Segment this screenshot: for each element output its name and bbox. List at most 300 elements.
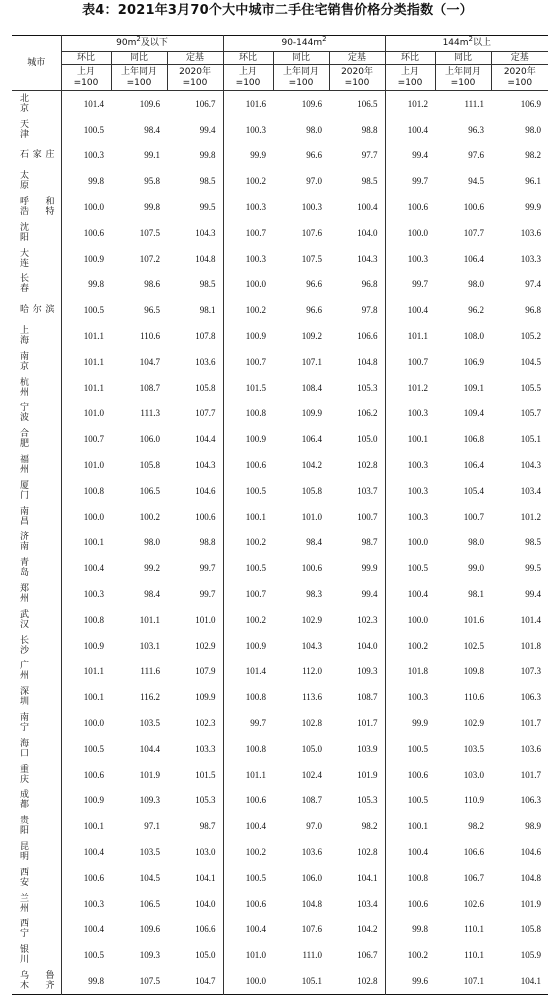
table-row [12,426,548,452]
index-value: 98.4 [144,589,160,600]
index-value: 100.4 [385,581,435,607]
index-value: 100.5 [61,942,111,968]
index-value: 98.3 [306,589,323,600]
index-value: 105.3 [357,795,378,806]
index-value: 106.7 [357,950,378,961]
index-value: 104.1 [520,975,542,986]
index-value: 100.7 [385,349,435,375]
city-name: 大 连 [12,246,61,272]
index-value: 109.3 [357,666,378,677]
fixed-base-header: 定基 [167,52,223,65]
index-value: 106.9 [520,98,542,109]
city-name: 北 京 [12,91,61,117]
table-header [12,36,548,91]
index-value: 102.8 [301,718,323,729]
index-value: 100.1 [61,813,111,839]
index-value: 100.4 [61,555,111,581]
index-value: 100.4 [385,839,435,865]
table-row [12,452,548,478]
index-value: 103.1 [139,640,160,651]
index-value: 97.7 [361,150,378,161]
index-value: 100.6 [463,202,485,213]
index-value: 100.4 [223,917,273,943]
index-value: 102.8 [357,975,378,986]
index-value: 100.8 [223,401,273,427]
index-value: 103.5 [139,718,160,729]
index-value: 101.8 [520,640,542,651]
base-last-month-header: 上月 =100 [385,65,435,91]
index-value: 96.6 [306,150,323,161]
index-value: 98.8 [361,124,378,135]
index-value: 100.5 [385,736,435,762]
index-value: 104.8 [301,898,323,909]
index-value: 109.6 [139,924,160,935]
table-row [12,246,548,272]
index-value: 104.3 [195,227,216,238]
index-value: 99.8 [144,202,160,213]
index-value: 109.8 [463,666,485,677]
index-value: 107.9 [195,666,216,677]
index-value: 97.0 [306,176,323,187]
index-value: 100.1 [385,813,435,839]
table-row [12,194,548,220]
index-value: 106.4 [463,253,485,264]
index-value: 100.3 [223,117,273,143]
index-value: 100.4 [223,813,273,839]
index-value: 100.2 [223,839,273,865]
index-value: 106.9 [463,356,485,367]
index-value: 102.5 [463,640,485,651]
index-value: 106.4 [463,460,485,471]
index-value: 103.6 [520,743,542,754]
index-value: 94.5 [468,176,485,187]
city-name: 乌鲁 木齐 [12,968,61,994]
index-value: 100.6 [385,891,435,917]
index-value: 109.6 [301,98,323,109]
base-2020-header: 2020年=100 [329,65,385,91]
index-value: 104.3 [520,460,542,471]
table-row [12,555,548,581]
index-value: 99.7 [385,272,435,298]
index-value: 105.4 [463,485,485,496]
index-value: 101.6 [463,614,485,625]
city-name: 上 海 [12,323,61,349]
city-name: 南 昌 [12,504,61,530]
index-value: 98.0 [525,124,542,135]
index-value: 104.8 [195,253,216,264]
index-value: 107.8 [195,331,216,342]
index-value: 108.4 [301,382,323,393]
table-row [12,581,548,607]
index-value: 105.3 [195,795,216,806]
index-value: 100.6 [223,452,273,478]
index-value: 107.6 [301,924,323,935]
table-row [12,272,548,298]
city-name: 南 京 [12,349,61,375]
index-value: 100.5 [223,478,273,504]
index-value: 108.0 [463,331,485,342]
index-value: 104.3 [357,253,378,264]
index-value: 105.3 [357,382,378,393]
index-value: 105.1 [301,975,323,986]
index-value: 99.5 [199,202,216,213]
index-value: 100.9 [223,323,273,349]
index-value: 100.5 [385,555,435,581]
index-value: 103.6 [520,227,542,238]
index-value: 100.1 [61,530,111,556]
table-row [12,117,548,143]
table-title: 表4：2021年3月70个大中城市二手住宅销售价格分类指数（一） [82,3,473,18]
index-value: 100.6 [385,762,435,788]
group-header-90-144: $90-144m^2$ [223,36,385,52]
index-value: 98.4 [144,124,160,135]
index-value: 101.4 [61,91,111,117]
city-name: 石家庄 [12,143,61,169]
index-value: 97.0 [306,821,323,832]
index-value: 110.9 [464,795,485,806]
index-value: 105.0 [357,434,378,445]
index-value: 111.0 [302,950,323,961]
index-value: 101.2 [385,91,435,117]
table-row [12,530,548,556]
index-value: 107.5 [301,253,323,264]
index-value: 104.1 [357,872,378,883]
table-row [12,917,548,943]
index-value: 110.6 [464,692,485,703]
city-name: 成 都 [12,788,61,814]
index-value: 100.7 [61,426,111,452]
fixed-base-header: 定基 [329,52,385,65]
index-value: 100.0 [385,607,435,633]
yoy-header: 同比 [435,52,491,65]
index-value: 100.3 [385,246,435,272]
index-value: 99.9 [361,563,378,574]
index-value: 104.2 [301,460,323,471]
table-row [12,839,548,865]
index-value: 99.4 [385,143,435,169]
index-value: 98.5 [361,176,378,187]
city-name: 武 汉 [12,607,61,633]
index-value: 104.6 [195,485,216,496]
index-value: 98.0 [144,537,160,548]
index-value: 101.7 [520,769,542,780]
index-value: 103.4 [520,485,542,496]
index-value: 101.0 [61,452,111,478]
table-row [12,813,548,839]
city-column-header: 城市 [12,36,61,91]
index-value: 95.8 [144,176,160,187]
base-last-month-header: 上月 =100 [61,65,111,91]
table-row [12,762,548,788]
city-name: 福 州 [12,452,61,478]
index-value: 99.2 [144,563,160,574]
index-value: 100.9 [61,633,111,659]
index-value: 105.1 [520,434,542,445]
index-value: 100.3 [385,504,435,530]
index-value: 104.3 [301,640,323,651]
index-value: 101.2 [520,511,542,522]
index-value: 103.7 [357,485,378,496]
index-value: 100.0 [223,272,273,298]
index-value: 107.1 [301,356,323,367]
index-value: 103.6 [195,356,216,367]
index-value: 100.7 [223,581,273,607]
index-value: 100.4 [357,202,378,213]
index-value: 99.8 [385,917,435,943]
index-value: 100.8 [223,736,273,762]
index-value: 101.7 [520,718,542,729]
table-row [12,323,548,349]
fixed-base-header: 定基 [491,52,548,65]
index-value: 100.2 [223,607,273,633]
city-name: 兰 州 [12,891,61,917]
table-row [12,401,548,427]
index-value: 109.4 [463,408,485,419]
table-row [12,220,548,246]
index-value: 100.7 [223,349,273,375]
mom-header: 环比 [385,52,435,65]
index-value: 100.3 [61,143,111,169]
index-value: 101.5 [223,375,273,401]
city-name: 昆 明 [12,839,61,865]
index-value: 104.3 [195,460,216,471]
index-value: 111.6 [140,666,160,677]
index-value: 106.5 [357,98,378,109]
index-value: 103.9 [357,743,378,754]
index-value: 105.0 [195,950,216,961]
index-value: 100.1 [385,426,435,452]
index-value: 103.5 [463,743,485,754]
index-value: 100.2 [385,633,435,659]
city-name: 长 春 [12,272,61,298]
index-value: 98.1 [199,305,216,316]
index-value: 101.1 [385,323,435,349]
table-row [12,684,548,710]
table-row [12,788,548,814]
index-value: 100.4 [61,917,111,943]
index-value: 107.5 [139,975,160,986]
index-value: 99.9 [385,710,435,736]
index-value: 100.2 [385,942,435,968]
index-value: 112.0 [302,666,323,677]
index-value: 98.5 [199,176,216,187]
index-value: 101.0 [195,614,216,625]
index-value: 100.6 [61,762,111,788]
city-name: 深 圳 [12,684,61,710]
index-value: 103.0 [195,847,216,857]
index-value: 100.3 [385,452,435,478]
city-name: 青 岛 [12,555,61,581]
city-name: 天 津 [12,117,61,143]
index-value: 102.8 [357,847,378,857]
index-value: 96.1 [525,176,542,187]
yoy-header: 同比 [273,52,329,65]
index-value: 105.8 [139,460,160,471]
index-value: 107.3 [520,666,542,677]
index-value: 101.4 [223,659,273,685]
index-value: 113.6 [302,692,323,703]
city-name: 海 口 [12,736,61,762]
index-value: 100.0 [61,194,111,220]
index-value: 99.4 [199,124,216,135]
city-name: 南 宁 [12,710,61,736]
index-value: 107.7 [463,227,485,238]
index-value: 109.1 [463,382,485,393]
index-value: 110.6 [140,331,160,342]
table-row [12,736,548,762]
index-value: 100.6 [61,220,111,246]
index-value: 99.8 [61,168,111,194]
index-value: 100.8 [223,684,273,710]
index-value: 106.4 [301,434,323,445]
index-value: 110.1 [464,950,485,961]
index-value: 105.9 [520,950,542,961]
index-value: 108.7 [357,692,378,703]
index-value: 98.0 [468,279,485,290]
index-value: 105.5 [520,382,542,393]
index-value: 99.5 [525,563,542,574]
yoy-header: 同比 [111,52,167,65]
index-value: 98.2 [525,150,542,161]
group-header-90-below: $90m^2$及以下 [61,36,223,52]
index-value: 100.6 [61,865,111,891]
index-value: 100.8 [61,478,111,504]
index-value: 104.8 [357,356,378,367]
index-value: 100.8 [61,607,111,633]
index-value: 100.4 [61,839,111,865]
index-value: 104.5 [520,356,542,367]
index-value: 111.3 [140,408,160,419]
city-name: 哈尔滨 [12,297,61,323]
index-value: 100.6 [223,891,273,917]
index-value: 102.9 [463,718,485,729]
index-value: 104.4 [195,434,216,445]
index-value: 100.5 [61,736,111,762]
index-value: 97.4 [525,279,542,290]
city-name: 宁 波 [12,401,61,427]
index-value: 104.6 [520,847,542,857]
index-value: 100.2 [223,530,273,556]
index-value: 104.0 [357,227,378,238]
index-value: 106.0 [139,434,160,445]
index-value: 106.3 [520,692,542,703]
index-value: 107.5 [139,227,160,238]
index-value: 100.4 [385,297,435,323]
city-name: 广 州 [12,659,61,685]
index-value: 100.7 [357,511,378,522]
index-value: 98.1 [468,589,485,600]
index-value: 101.1 [61,659,111,685]
index-value: 96.8 [361,279,378,290]
city-name: 济 南 [12,530,61,556]
price-index-table [12,35,548,995]
index-value: 110.1 [464,924,485,935]
index-value: 99.7 [385,168,435,194]
index-value: 96.8 [525,305,542,316]
index-value: 97.8 [361,305,378,316]
index-value: 106.8 [463,434,485,445]
table-row [12,91,548,117]
index-value: 99.7 [199,563,216,574]
index-value: 100.3 [61,581,111,607]
index-value: 100.7 [463,511,485,522]
index-value: 100.6 [385,194,435,220]
index-value: 101.1 [61,349,111,375]
city-name: 沈 阳 [12,220,61,246]
index-value: 98.6 [144,279,160,290]
index-value: 116.2 [140,692,160,703]
city-name: 太 原 [12,168,61,194]
city-name: 银 川 [12,942,61,968]
index-value: 106.5 [139,485,160,496]
index-value: 109.6 [139,98,160,109]
index-value: 100.2 [223,297,273,323]
index-value: 101.1 [139,614,160,625]
index-value: 98.5 [199,279,216,290]
index-value: 104.2 [357,924,378,935]
index-value: 104.0 [195,898,216,909]
table-row [12,968,548,994]
table-row [12,478,548,504]
index-value: 106.7 [195,98,216,109]
index-value: 100.9 [61,246,111,272]
index-value: 98.7 [361,537,378,548]
base-header-row [12,65,548,91]
index-value: 98.2 [361,821,378,832]
index-value: 96.6 [306,305,323,316]
index-value: 100.2 [223,168,273,194]
index-value: 102.3 [195,718,216,729]
index-value: 96.2 [468,305,485,316]
base-last-year-header: 上年同月 =100 [273,65,329,91]
index-value: 99.8 [61,968,111,994]
city-name: 厦 门 [12,478,61,504]
table-row [12,865,548,891]
base-last-month-header: 上月 =100 [223,65,273,91]
index-value: 103.3 [195,743,216,754]
index-value: 101.0 [223,942,273,968]
index-value: 100.3 [223,194,273,220]
mom-header: 环比 [61,52,111,65]
index-value: 100.0 [223,968,273,994]
index-value: 98.5 [525,537,542,548]
index-value: 97.6 [468,150,485,161]
index-value: 100.3 [385,684,435,710]
index-value: 100.3 [223,246,273,272]
index-value: 100.3 [61,891,111,917]
index-value: 107.2 [139,253,160,264]
index-value: 103.4 [357,898,378,909]
index-value: 99.8 [61,272,111,298]
index-value: 99.7 [223,710,273,736]
table-row [12,375,548,401]
index-value: 104.4 [139,743,160,754]
index-value: 103.0 [463,769,485,780]
index-value: 101.9 [357,769,378,780]
table-body [12,91,548,995]
index-value: 99.9 [525,202,542,213]
index-value: 101.8 [385,659,435,685]
index-value: 100.5 [223,555,273,581]
index-value: 99.8 [199,150,216,161]
index-value: 102.9 [195,640,216,651]
index-value: 105.7 [520,408,542,419]
city-name: 郑 州 [12,581,61,607]
index-value: 101.1 [61,375,111,401]
index-value: 101.1 [223,762,273,788]
index-value: 104.8 [520,872,542,883]
table-row [12,349,548,375]
